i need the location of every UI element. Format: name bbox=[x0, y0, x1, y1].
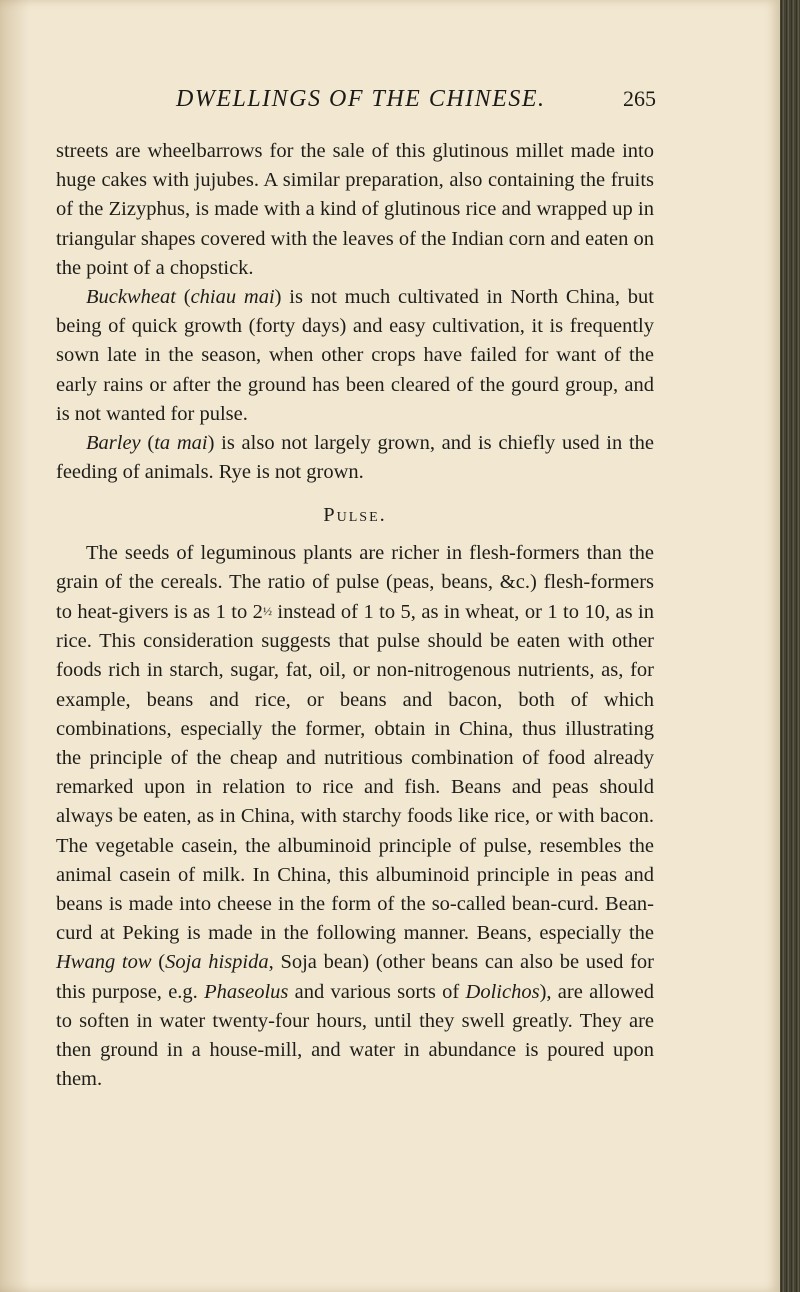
paragraph-text: ), are allowed to soften in water twenty-four hours, until they swell greatly. They are then ground in a house-mill, and water in abundance is poured upon them. bbox=[56, 980, 654, 1091]
term-phaseolus: Phaseolus bbox=[204, 980, 289, 1003]
fraction: ½ bbox=[262, 604, 272, 619]
page-number: 265 bbox=[623, 86, 656, 111]
paragraph-text: ) is not much cultivated in North China, but being of quick growth (forty days) and easy cultivation, it is frequently sown late in the season, when other crops have failed for want of the early rains or after the ground has been cleared of the gourd group, and is not wanted for pulse. bbox=[56, 286, 654, 425]
paragraph-text: , Soja bean) (other beans can also be used for this purpose, e.g. bbox=[56, 951, 654, 1003]
book-edge bbox=[780, 0, 800, 1292]
section-heading: Pulse. bbox=[323, 504, 387, 527]
paragraph-text: ( bbox=[151, 951, 166, 974]
paragraph-pulse bbox=[56, 539, 654, 1095]
paragraph-text: streets are wheelbarrows for the sale of this glutinous millet made into huge cakes with jujubes. A similar preparation, also containing the fruits of the Zizyphus, is made with a kind of glutinous rice and wrapped up in triangular shapes covered with the leaves of the Indian corn and eaten on the point of a chopstick. bbox=[56, 140, 654, 279]
page-gutter-shadow bbox=[0, 0, 30, 1292]
running-head: DWELLINGS OF THE CHINESE. bbox=[176, 86, 546, 112]
term-barley: Barley bbox=[86, 432, 141, 455]
paragraph-continuation bbox=[56, 137, 654, 283]
paragraph-text: The seeds of leguminous plants are richer in flesh-formers than the grain of the cereals. The ratio of pulse (peas, beans, &c.) flesh-formers to heat-givers is as 1 to 2 bbox=[56, 541, 654, 624]
paragraph-buckwheat bbox=[56, 283, 654, 429]
paragraph-text: and various sorts of bbox=[288, 980, 466, 1003]
native-name: chiau mai bbox=[190, 286, 275, 309]
paren-open: ( bbox=[175, 286, 191, 309]
paragraph-text: instead of 1 to 5, as in wheat, or 1 to 10, as in rice. This consideration suggests that pulse should be eaten with other foods rich in starch, sugar, fat, oil, or non-nitrogenous nutrients, as, for example, beans and rice, or beans and bacon, both of which combinations, especially the former, obtain in China, thus illustrating the principle of the cheap and nutritious combination of food already remarked upon in relation to rice and fish. Beans and peas should always be eaten, as in China, with starchy foods like rice, or with bacon. The vegetable casein, the albuminoid principle of pulse, resembles the animal casein of milk. In China, this albuminoid principle in peas and beans is made into cheese in the form of the so-called bean-curd. Bean-curd at Peking is made in the following manner. Beans, especially the bbox=[56, 601, 654, 945]
native-name: ta mai bbox=[154, 432, 208, 455]
term-dolichos: Dolichos bbox=[465, 980, 540, 1003]
body-text bbox=[56, 137, 654, 1095]
term-soja-hispida: Soja hispida bbox=[165, 951, 269, 974]
paragraph-barley bbox=[56, 429, 654, 487]
paragraph-text: ) is also not largely grown, and is chiefly used in the feeding of animals. Rye is not grown. bbox=[56, 432, 655, 484]
page-header bbox=[176, 86, 656, 122]
term-buckwheat: Buckwheat bbox=[86, 286, 176, 309]
paren-open: ( bbox=[140, 432, 155, 455]
term-hwang-tow: Hwang tow bbox=[56, 951, 152, 974]
